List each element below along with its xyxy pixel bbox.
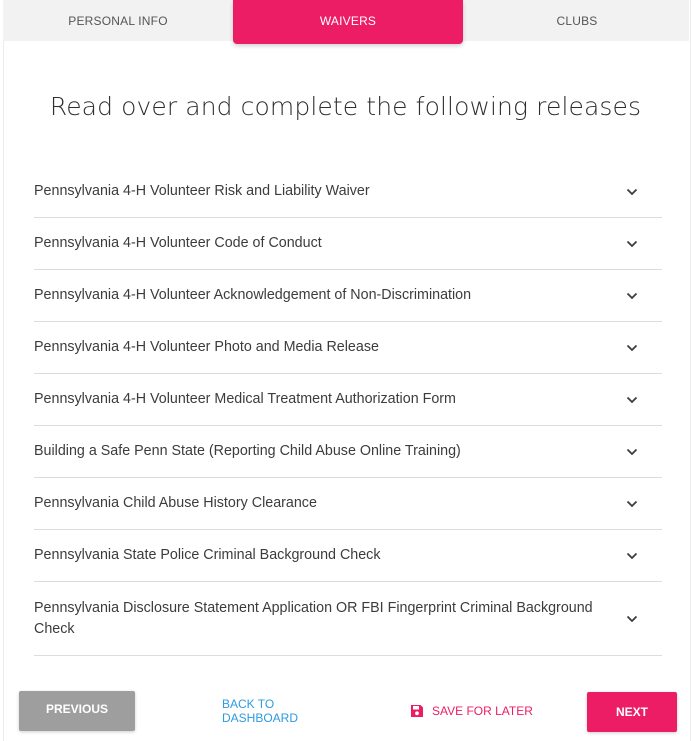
release-item-risk-liability-waiver[interactable]	[34, 166, 662, 218]
release-item-label: Pennsylvania Child Abuse History Clearance	[34, 495, 317, 511]
previous-button[interactable]: PREVIOUS	[19, 691, 135, 731]
release-item-child-abuse-clearance[interactable]	[34, 478, 662, 530]
release-item-medical-treatment[interactable]	[34, 374, 662, 426]
release-item-label: Pennsylvania 4-H Volunteer Code of Conduct	[34, 235, 322, 251]
release-item-label: Pennsylvania Disclosure Statement Application OR FBI Fingerprint Criminal Background Check	[34, 599, 593, 637]
floppy-disk-icon	[410, 704, 424, 718]
chevron-down-icon	[626, 498, 638, 510]
chevron-down-icon	[626, 613, 638, 625]
release-item-safe-penn-state[interactable]	[34, 426, 662, 478]
save-for-later-label: SAVE FOR LATER	[432, 704, 533, 718]
release-item-label: Pennsylvania 4-H Volunteer Acknowledgement of Non-Discrimination	[34, 287, 472, 303]
release-item-label: Pennsylvania State Police Criminal Background Check	[34, 547, 381, 563]
release-item-label: Pennsylvania 4-H Volunteer Medical Treatment Authorization Form	[34, 391, 456, 407]
release-item-non-discrimination[interactable]	[34, 270, 662, 322]
chevron-down-icon	[626, 550, 638, 562]
release-item-state-police-check[interactable]	[34, 530, 662, 582]
chevron-down-icon	[626, 446, 638, 458]
chevron-down-icon	[626, 394, 638, 406]
chevron-down-icon	[626, 290, 638, 302]
chevron-down-icon	[626, 186, 638, 198]
tab-personal-info[interactable]: PERSONAL INFO	[68, 13, 168, 28]
release-item-fbi-fingerprint[interactable]	[34, 582, 662, 656]
back-to-dashboard-link[interactable]: BACK TO DASHBOARD	[222, 697, 299, 725]
chevron-down-icon	[626, 238, 638, 250]
release-item-label: Pennsylvania 4-H Volunteer Photo and Media Release	[34, 339, 379, 355]
tab-clubs[interactable]: CLUBS	[556, 13, 598, 28]
release-item-photo-media-release[interactable]	[34, 322, 662, 374]
release-item-label: Building a Safe Penn State (Reporting Child Abuse Online Training)	[34, 443, 461, 459]
save-for-later-button[interactable]	[410, 701, 533, 721]
tab-waivers[interactable]: WAIVERS	[233, 0, 463, 44]
release-item-label: Pennsylvania 4-H Volunteer Risk and Liability Waiver	[34, 183, 370, 199]
next-button[interactable]: NEXT	[587, 692, 677, 732]
release-item-code-of-conduct[interactable]	[34, 218, 662, 270]
chevron-down-icon	[626, 342, 638, 354]
page-title: Read over and complete the following releases	[49, 92, 642, 121]
releases-accordion	[34, 166, 662, 656]
